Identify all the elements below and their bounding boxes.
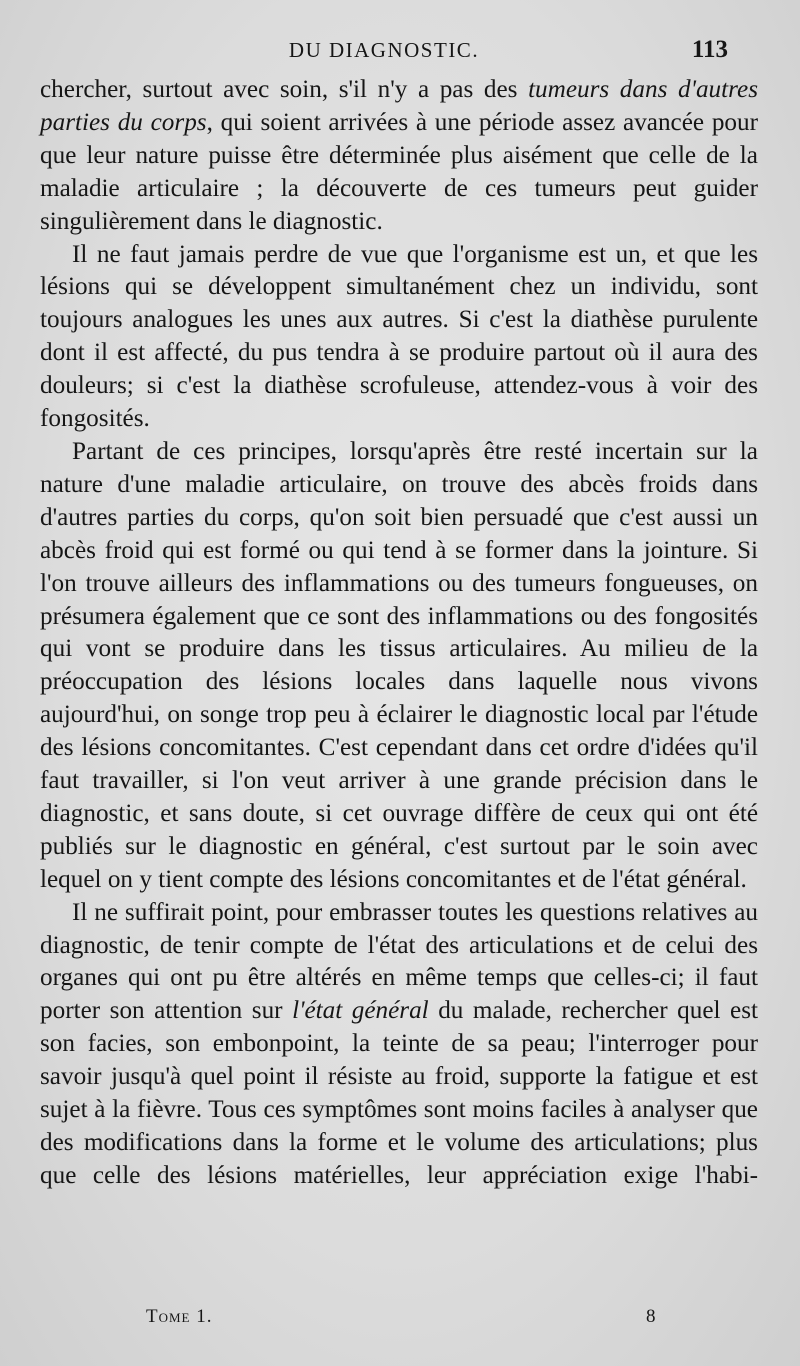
text-run: chercher, surtout avec soin, s'il n'y a pas des [40, 76, 529, 103]
page-number: 113 [691, 36, 728, 63]
paragraph-4 [40, 897, 758, 1193]
text-run: , qui soient arrivées à une période assez avancée pour que leur nature puisse être déterminée plus aisément que celle de la maladie articulaire ; la découverte de ces tumeurs peut guider singulièrement dans le diagnostic. [40, 108, 758, 235]
italic-text-run: tumeurs dans d'autres parties du corps [40, 76, 758, 136]
paragraph-3 [40, 436, 758, 897]
body-text [40, 74, 758, 1193]
running-head [40, 36, 728, 68]
page-footer [40, 1306, 758, 1336]
signature-mark: 8 [646, 1306, 656, 1327]
italic-text-run: l'état général [292, 997, 429, 1025]
text-run: Il ne faut jamais perdre de vue que l'organisme est un, et que les lésions qui se développent simultanément chez un individu, sont toujours analogues les unes aux autres. Si c'est la diathèse purulente dont il est affecté, du pus tendra à se produire partout où il aura des douleurs; si c'est la diathèse scrofuleuse, attendez-vous à voir des fongosités. [40, 240, 758, 433]
paragraph-2 [40, 239, 758, 436]
text-run: Partant de ces principes, lorsqu'après être resté incertain sur la nature d'une maladie articulaire, on trouve des abcès froids dans d'autres parties du corps, qu'on soit bien persuadé que c'est aussi un abcès froid qui est formé ou qui tend à se former dans la jointure. Si l'on trouve ailleurs des inflammations ou des tumeurs fongueuses, on présumera également que ce sont des inflammations ou des fongosités qui vont se produire dans les tissus articulaires. Au milieu de la préoccupation des lésions locales dans laquelle nous vivons aujourd'hui, on songe trop peu à éclairer le diagnostic local par l'étude des lésions concomitantes. C'est cependant dans cet ordre d'idées qu'il faut travailler, si l'on veut arriver à une grande précision dans le diagnostic, et sans doute, si cet ouvrage diffère de ceux qui ont été publiés sur le diagnostic en général, c'est surtout par le soin avec lequel on y tient compte des lésions concomitantes et de l'état général. [40, 437, 758, 893]
paragraph-1 [40, 74, 758, 239]
text-run: Il ne suffirait point, pour embrasser toutes les questions relatives au diagnostic, de tenir compte de l'état des articulations et de celui des organes qui ont pu être altérés en même temps que celles-ci; il faut porter son attention sur [40, 898, 758, 1025]
volume-label: Tome 1. [146, 1306, 213, 1327]
running-head-title: DU DIAGNOSTIC. [288, 38, 480, 62]
text-run: du malade, rechercher quel est son facies, son embonpoint, la teinte de sa peau; l'interroger pour savoir jusqu'à quel point il résiste au froid, supporte la fatigue et est sujet à la fièvre. Tous ces symptômes sont moins faciles à analyser que des modifications dans la forme et le volume des articulations; plus que celle des lésions matérielles, leur appréciation exige l'habi- [40, 997, 759, 1189]
